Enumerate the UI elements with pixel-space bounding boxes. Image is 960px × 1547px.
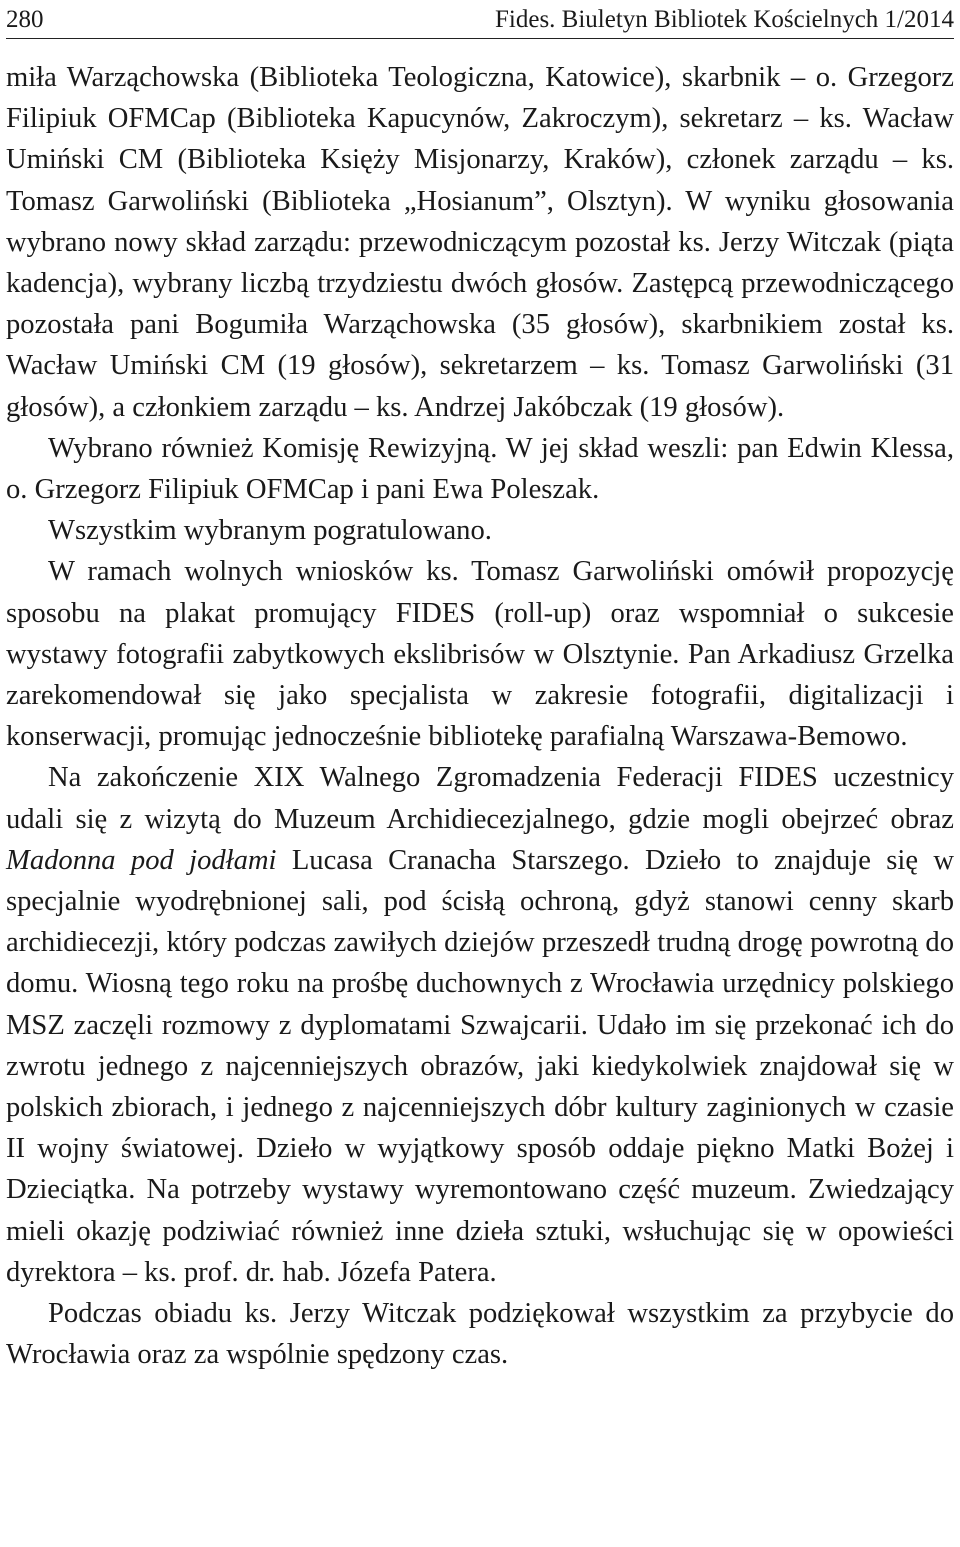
page-number: 280 [6,6,44,33]
article-body [6,57,954,1376]
journal-title: Fides. Biuletyn Bibliotek Kościelnych 1/2014 [495,6,954,33]
museum-text-end: Lucasa Cranacha Starszego. Dzieło to znajduje się w specjalnie wyodrębnionej sali, pod ścisłą ochroną, gdyż stanowi cenny skarb archidiecezji, który podczas zawiłych dziejów przeszedł trudną drogę powrotną do domu. Wiosną tego roku na prośbę duchownych z Wrocławia urzędnicy polskiego MSZ zaczęli rozmowy z dyplomatami Szwajcarii. Udało im się przekonać ich do zwrotu jednego z najcenniejszych obrazów, jaki kiedykolwiek znajdował się w polskich zbiorach, i jednego z najcenniejszych dóbr kultury zaginionych w czasie II wojny światowej. Dzieło w wyjątkowy sposób oddaje piękno Matki Bożej i Dzieciątka. Na potrzeby wystawy wyremontowano część muzeum. Zwiedzający mieli okazję podziwiać również inne dzieła sztuki, wsłuchując się w opowieści dyrektora – ks. prof. dr. hab. Józefa Patera. [6,844,954,1288]
paragraph-audit-committee: Wybrano również Komisję Rewizyjną. W jej skład weszli: pan Edwin Klessa, o. Grzegorz Filipiuk OFMCap i pani Ewa Poleszak. [6,432,954,506]
painting-title: Madonna pod jodłami [6,844,277,876]
museum-text-start: Na zakończenie XIX Walnego Zgromadzenia Federacji FIDES uczestnicy udali się z wizytą do Muzeum Archidiecezjalnego, gdzie mogli obejrzeć obraz [6,762,954,835]
paragraph-closing-dinner: Podczas obiadu ks. Jerzy Witczak podziękował wszystkim za przybycie do Wrocławia oraz za wspólnie spędzony czas. [6,1298,954,1371]
paragraph-museum-visit [6,757,954,1293]
paragraph-congratulations: Wszystkim wybranym pogratulowano. [48,515,492,547]
running-header [6,0,954,39]
paragraph-free-motions: W ramach wolnych wniosków ks. Tomasz Garwoliński omówił propozycję sposobu na plakat promujący FIDES (roll-up) oraz wspomniał o sukcesie wystawy fotografii zabytkowych ekslibrisów w Olsztynie. Pan Arkadiusz Grzelka zarekomendował się jako specjalista w zakresie fotografii, digitalizacji i konserwacji, promując jednocześnie bibliotekę parafialną Warszawa-Bemowo. [6,556,954,753]
paragraph-board-members: miła Warząchowska (Biblioteka Teologiczna, Katowice), skarbnik – o. Grzegorz Filipiuk OFMCap (Biblioteka Kapucynów, Zakroczym), sekretarz – ks. Wacław Umiński CM (Biblioteka Księży Misjonarzy, Kraków), członek zarządu – ks. Tomasz Garwoliński (Biblioteka „Hosianum”, Olsztyn). W wyniku głosowania wybrano nowy skład zarządu: przewodniczącym pozostał ks. Jerzy Witczak (piąta kadencja), wybrany liczbą trzydziestu dwóch głosów. Zastępcą przewodniczącego pozostała pani Bogumiła Warząchowska (35 głosów), skarbnikiem został ks. Wacław Umiński CM (19 głosów), sekretarzem – ks. Tomasz Garwoliński (31 głosów), a członkiem zarządu – ks. Andrzej Jakóbczak (19 głosów). [6,62,954,423]
